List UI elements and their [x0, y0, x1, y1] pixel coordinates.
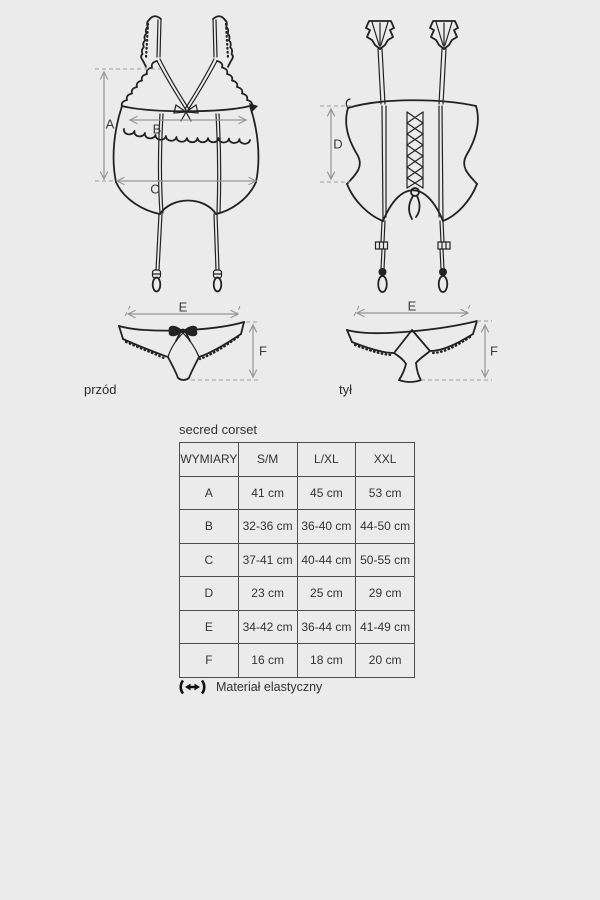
size-table-header-row [180, 443, 415, 477]
caption-front-view: przód [84, 382, 117, 397]
dim-label-f-front: F [259, 343, 267, 359]
corset-back-drawing [346, 21, 478, 292]
value-cell: 50-55 cm [356, 543, 415, 577]
garment-line-art [0, 0, 600, 410]
elastic-material-text: Materiał elastyczny [216, 679, 323, 694]
dim-label-c: C [150, 181, 160, 197]
caption-back-view: tył [339, 382, 352, 397]
dimension-arrow-c [117, 178, 256, 185]
dim-cell: B [180, 510, 239, 544]
value-cell: 16 cm [238, 644, 297, 678]
corset-front-drawing [114, 16, 259, 291]
dim-label-a: A [105, 116, 115, 132]
dim-cell: D [180, 577, 239, 611]
value-cell: 36-44 cm [297, 610, 356, 644]
value-cell: 34-42 cm [238, 610, 297, 644]
dim-cell: A [180, 476, 239, 510]
dim-label-f-back: F [490, 343, 498, 359]
value-cell: 37-41 cm [238, 543, 297, 577]
value-cell: 20 cm [356, 644, 415, 678]
dim-cell: F [180, 644, 239, 678]
table-row-d [180, 577, 415, 611]
size-table [179, 442, 415, 678]
dim-label-d: D [333, 136, 343, 152]
panties-front-drawing [119, 322, 244, 380]
table-row-a [180, 476, 415, 510]
table-row-f [180, 644, 415, 678]
value-cell: 36-40 cm [297, 510, 356, 544]
table-row-e [180, 610, 415, 644]
value-cell: 32-36 cm [238, 510, 297, 544]
dim-label-b: B [152, 121, 162, 137]
value-cell: 25 cm [297, 577, 356, 611]
stretch-arrow-icon [176, 679, 209, 695]
dim-label-e-front: E [178, 299, 188, 315]
dim-label-e-back: E [407, 298, 417, 314]
panties-back-drawing [347, 321, 477, 382]
table-row-c [180, 543, 415, 577]
value-cell: 53 cm [356, 476, 415, 510]
dim-cell: C [180, 543, 239, 577]
dim-cell: E [180, 610, 239, 644]
value-cell: 41-49 cm [356, 610, 415, 644]
value-cell: 40-44 cm [297, 543, 356, 577]
header-cell-sm: S/M [238, 443, 297, 477]
table-row-b [180, 510, 415, 544]
dimension-arrow-f-front [191, 322, 260, 380]
value-cell: 41 cm [238, 476, 297, 510]
header-cell-lxl: L/XL [297, 443, 356, 477]
value-cell: 29 cm [356, 577, 415, 611]
elastic-material-note [176, 679, 322, 695]
value-cell: 44-50 cm [356, 510, 415, 544]
value-cell: 18 cm [297, 644, 356, 678]
value-cell: 23 cm [238, 577, 297, 611]
header-cell-xxl: XXL [356, 443, 415, 477]
size-table-title: secred corset [179, 422, 258, 437]
header-cell-wymiary: WYMIARY [180, 443, 239, 477]
dimension-arrow-b [130, 117, 246, 124]
value-cell: 45 cm [297, 476, 356, 510]
